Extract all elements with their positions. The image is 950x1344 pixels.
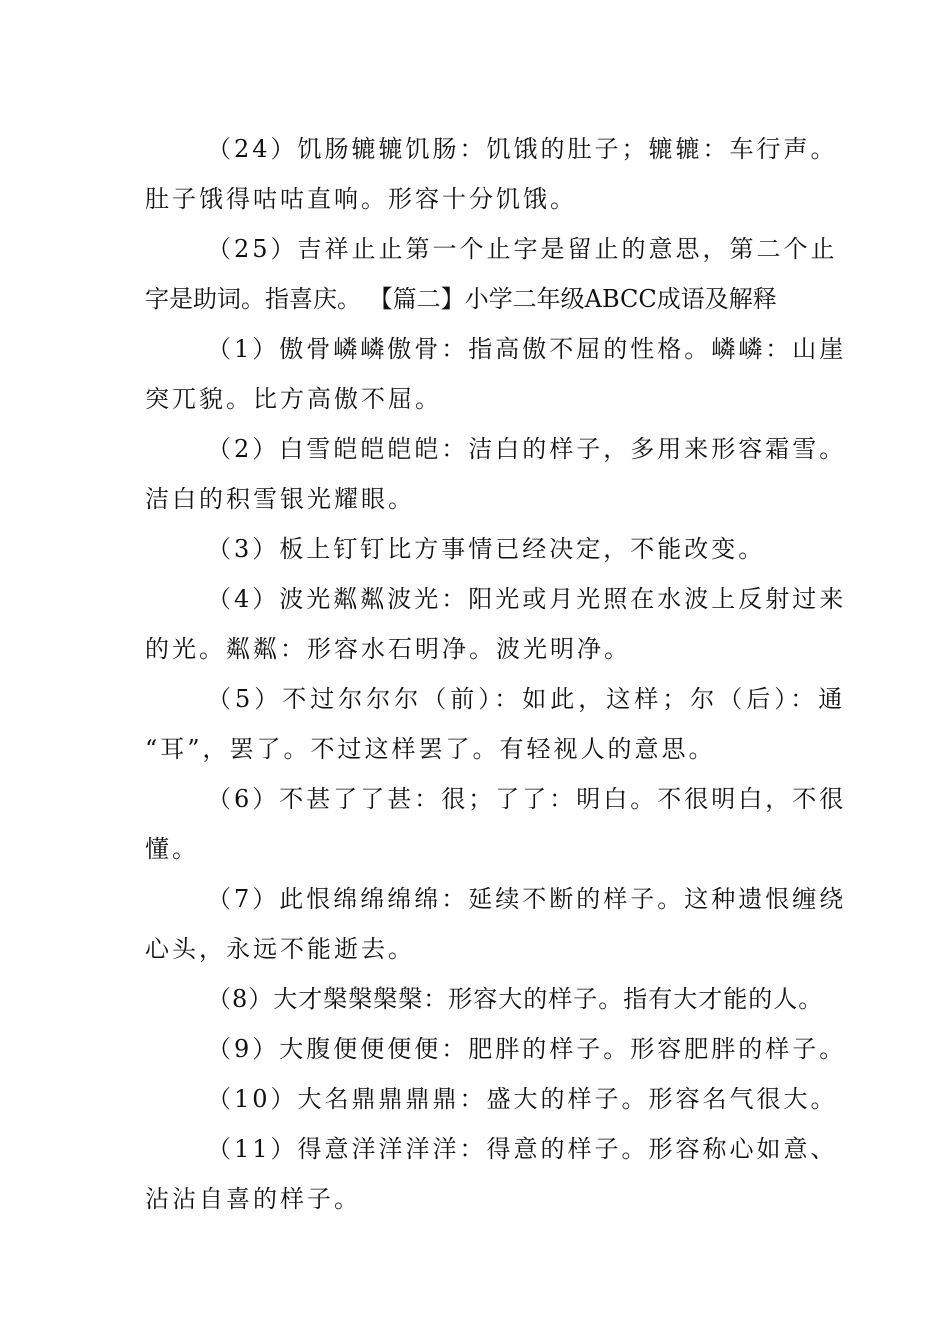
entry-5-line-2: “耳”，罢了。不过这样罢了。有轻视人的意思。 (145, 735, 716, 763)
entry-2-line-2: 洁白的积雪银光耀眼。 (145, 485, 415, 513)
entry-7-line-1: （7）此恨绵绵绵绵：延续不断的样子。这种遗恨缠绕 (207, 885, 847, 913)
entry-1-line-1: （1）傲骨嶙嶙傲骨：指高傲不屈的性格。嶙嶙：山崖 (207, 335, 847, 363)
entry-25-line-1: （25）吉祥止止第一个止字是留止的意思，第二个止 (207, 235, 838, 263)
entry-6-line-1: （6）不甚了了甚：很；了了：明白。不很明白，不很 (207, 785, 847, 813)
entry-9-line-1: （9）大腹便便便便：肥胖的样子。形容肥胖的样子。 (207, 1035, 847, 1063)
entry-11-line-1: （11）得意洋洋洋洋：得意的样子。形容称心如意、 (207, 1135, 838, 1163)
entry-4-line-1: （4）波光粼粼波光：阳光或月光照在水波上反射过来 (207, 585, 847, 613)
entry-2-line-1: （2）白雪皑皑皑皑：洁白的样子，多用来形容霜雪。 (207, 435, 847, 463)
entry-25-line-2: 字是助词。指喜庆。 【篇二】小学二年级ABCC成语及解释 (145, 285, 777, 313)
entry-7-line-2: 心头，永远不能逝去。 (145, 935, 415, 963)
entry-1-line-2: 突兀貌。比方高傲不屈。 (145, 385, 442, 413)
entry-11-line-2: 沾沾自喜的样子。 (145, 1185, 361, 1213)
entry-6-line-2: 懂。 (145, 835, 199, 863)
entry-24-line-1: （24）饥肠辘辘饥肠：饥饿的肚子；辘辘：车行声。 (207, 135, 838, 163)
entry-5-line-1: （5）不过尔尔尔（前）：如此，这样；尔（后）：通 (207, 685, 847, 713)
entry-4-line-2: 的光。粼粼：形容水石明净。波光明净。 (145, 635, 631, 663)
entry-8-line-1: （8）大才槃槃槃槃：形容大的样子。指有大才能的人。 (207, 985, 824, 1013)
entry-10-line-1: （10）大名鼎鼎鼎鼎：盛大的样子。形容名气很大。 (207, 1085, 838, 1113)
entry-3-line-1: （3）板上钉钉比方事情已经决定，不能改变。 (207, 535, 766, 563)
entry-24-line-2: 肚子饿得咕咕直响。形容十分饥饿。 (145, 185, 577, 213)
